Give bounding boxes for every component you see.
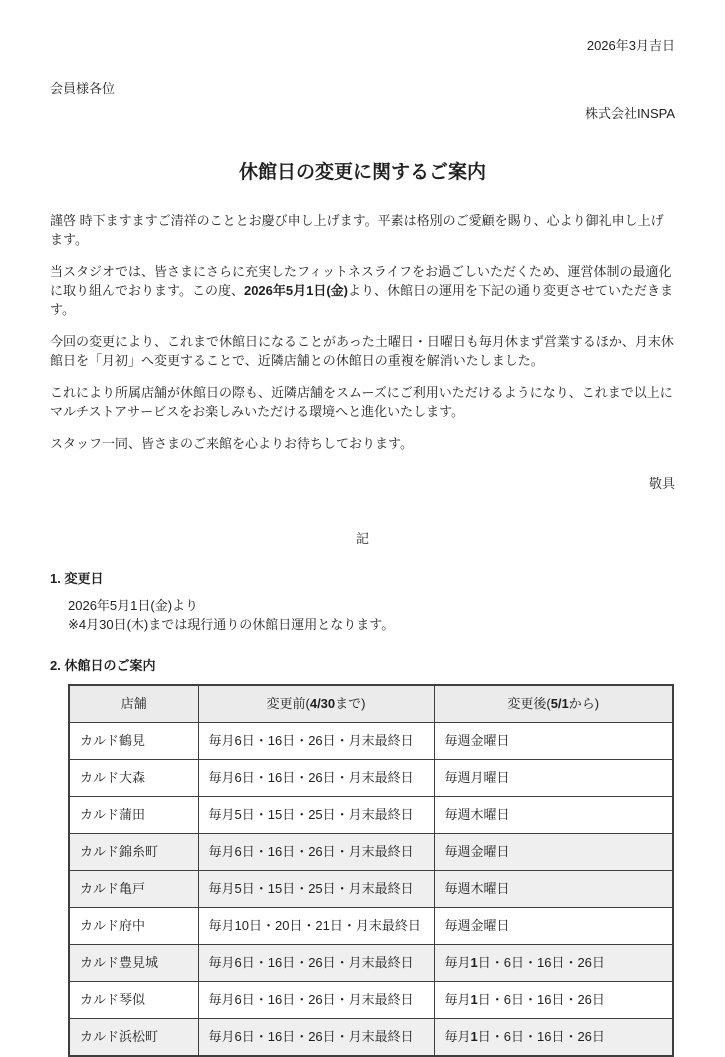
record-marker: 記 [355,531,369,546]
store-name-cell: カルド亀戸 [69,871,198,908]
after-text: 毎週金曜日 [444,733,510,748]
note-line: ※4月30日(木)までは現行通りの休館日運用となります。 [68,617,395,632]
store-name-cell: カルド豊見城 [69,945,198,982]
closed-days-table [68,684,674,1057]
before-cell: 毎月6日・16日・26日・月末最終日 [198,723,434,760]
after-cell [434,871,673,908]
table-row [69,945,673,982]
after-tail: 日・6日・16日・26日 [477,955,605,970]
header-before-lead: 変更前( [266,696,310,711]
store-name-cell: カルド蒲田 [69,797,198,834]
after-tail: 日・6日・16日・26日 [477,1029,605,1044]
after-text: 毎週金曜日 [444,844,510,859]
table-header-before [198,685,434,723]
before-cell: 毎月6日・16日・26日・月末最終日 [198,982,434,1019]
after-cell [434,945,673,982]
header-after-lead: 変更後( [507,696,551,711]
effective-date-line: 2026年5月1日(金)より [68,598,199,613]
store-name-cell: カルド浜松町 [69,1019,198,1057]
recipient-line: 会員様各位 [50,81,116,96]
after-cell [434,723,673,760]
document-date: 2026年3月吉日 [586,38,675,53]
table-row [69,982,673,1019]
after-text: 毎週木曜日 [444,807,510,822]
after-text: 毎月 [444,955,471,970]
benefit-paragraph: これにより所属店舗が休館日の際も、近隣店舗をスムーズにご利用いただけるようになり、これまで以上にマルチストアサービスをお楽しみいただける環境へと進化いたします。 [50,385,673,419]
before-cell: 毎月6日・16日・26日・月末最終日 [198,945,434,982]
after-cell [434,797,673,834]
after-text: 毎月 [444,1029,471,1044]
after-bold: 1 [470,1029,478,1044]
store-name-cell: カルド琴似 [69,982,198,1019]
announcement-text-lead: 当スタジオでは、皆さまにさらに充実したフィットネスライフをお過ごしいただくため、運営体制の最適化に取り組んでおります。この度、 [50,264,672,298]
header-store-label: 店舗 [120,696,147,711]
table-row [69,1019,673,1057]
before-cell: 毎月10日・20日・21日・月末最終日 [198,908,434,945]
after-cell [434,908,673,945]
announcement-text-tail: より、休館日の運用を下記の通り変更させていただきます。 [50,283,674,317]
store-name-cell: カルド鶴見 [69,723,198,760]
before-cell: 毎月6日・16日・26日・月末最終日 [198,760,434,797]
after-text: 毎月 [444,992,471,1007]
after-text: 毎週金曜日 [444,918,510,933]
header-before-date: 4/30 [309,696,336,711]
after-text: 毎週木曜日 [444,881,510,896]
table-row [69,871,673,908]
store-name-cell: カルド錦糸町 [69,834,198,871]
store-name-cell: カルド大森 [69,760,198,797]
table-header-row [69,685,673,723]
company-name: 株式会社INSPA [584,106,675,121]
table-header-store [69,685,198,723]
table-row [69,908,673,945]
after-tail: 日・6日・16日・26日 [477,992,605,1007]
announcement-paragraph [50,262,675,319]
after-text: 毎週月曜日 [444,770,510,785]
change-detail-paragraph: 今回の変更により、これまで休館日になることがあった土曜日・日曜日も毎月休まず営業するほか、月末休館日を「月初」へ変更することで、近隣店舗との休館日の重複を解消いたしました。 [50,334,674,368]
after-cell [434,982,673,1019]
before-cell: 毎月5日・15日・25日・月末最終日 [198,871,434,908]
after-bold: 1 [470,992,478,1007]
store-name-cell: カルド府中 [69,908,198,945]
section-2-heading: 2. 休館日のご案内 [50,658,156,673]
effective-date-emphasis: 2026年5月1日(金) [243,283,349,298]
before-cell: 毎月5日・15日・25日・月末最終日 [198,797,434,834]
before-cell: 毎月6日・16日・26日・月末最終日 [198,1019,434,1057]
table-row [69,834,673,871]
section-1-body [68,596,675,634]
after-bold: 1 [470,955,478,970]
greeting-paragraph: 謹啓 時下ますますご清祥のこととお慶び申し上げます。平素は格別のご愛顧を賜り、心より御礼申し上げます。 [50,213,664,247]
header-after-date: 5/1 [550,696,569,711]
table-row [69,723,673,760]
page-title: 休館日の変更に関するご案内 [238,162,486,183]
header-after-tail: から) [568,696,600,711]
closing-keigu: 敬具 [648,476,675,491]
table-row [69,760,673,797]
before-cell: 毎月6日・16日・26日・月末最終日 [198,834,434,871]
table-header-after [434,685,673,723]
after-cell [434,834,673,871]
header-before-tail: まで) [335,696,366,711]
section-1-heading: 1. 変更日 [50,571,104,586]
after-cell [434,760,673,797]
staff-message-paragraph: スタッフ一同、皆さまのご来館を心よりお待ちしております。 [50,436,413,451]
after-cell [434,1019,673,1057]
table-row [69,797,673,834]
